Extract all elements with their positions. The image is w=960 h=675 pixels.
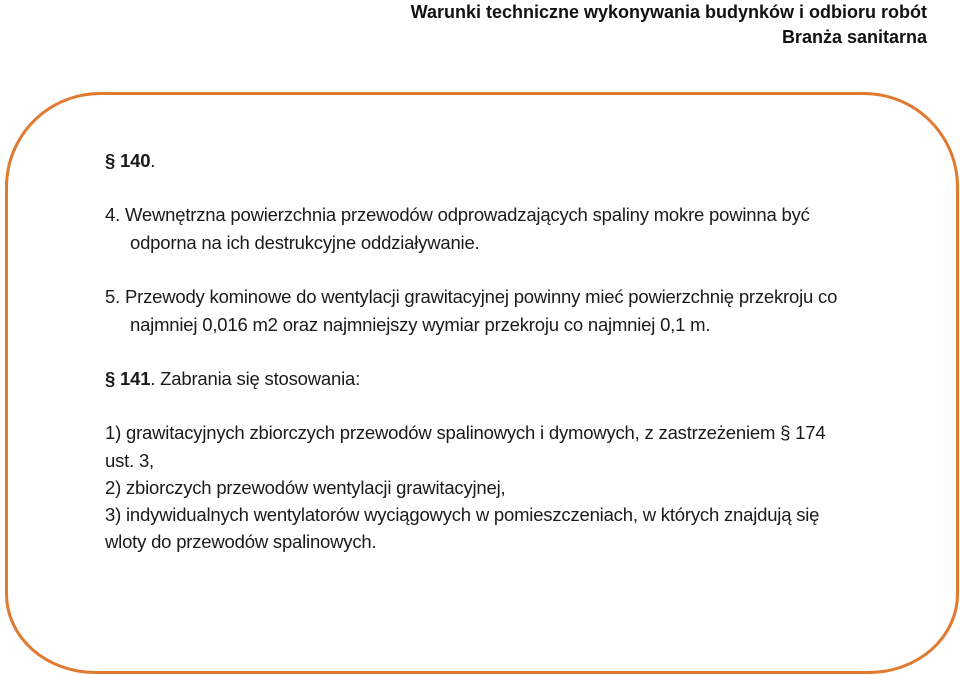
- item-4-line-1: 4. Wewnętrzna powierzchnia przewodów odprowadzających spaliny mokre powinna być: [105, 204, 810, 225]
- item-5-line-1: 5. Przewody kominowe do wentylacji grawitacyjnej powinny mieć powierzchnię przekroju co: [105, 286, 838, 307]
- document-title: Warunki techniczne wykonywania budynków i odbioru robót: [410, 2, 927, 22]
- list-item-3-line-1: 3) indywidualnych wentylatorów wyciągowych w pomieszczeniach, w których znajdują się: [105, 504, 820, 525]
- section-140-dot: .: [150, 150, 156, 171]
- list-item-1-line-2: ust. 3,: [105, 450, 154, 471]
- list-item-3-line-2: wloty do przewodów spalinowych.: [105, 531, 377, 552]
- item-5-line-2: najmniej 0,016 m2 oraz najmniejszy wymiar przekroju co najmniej 0,1 m.: [130, 314, 711, 335]
- section-140-heading: [105, 152, 155, 171]
- section-141-number: § 141: [105, 368, 151, 389]
- list-item-2: 2) zbiorczych przewodów wentylacji grawitacyjnej,: [105, 477, 506, 498]
- list-item-1-line-1: 1) grawitacyjnych zbiorczych przewodów spalinowych i dymowych, z zastrzeżeniem § 174: [105, 422, 826, 443]
- section-141-text: . Zabrania się stosowania:: [150, 368, 361, 389]
- section-140-number: § 140: [105, 150, 151, 171]
- section-141-heading: [105, 370, 360, 389]
- document-subtitle: Branża sanitarna: [781, 27, 927, 47]
- item-4-line-2: odporna na ich destrukcyjne oddziaływanie.: [130, 232, 480, 253]
